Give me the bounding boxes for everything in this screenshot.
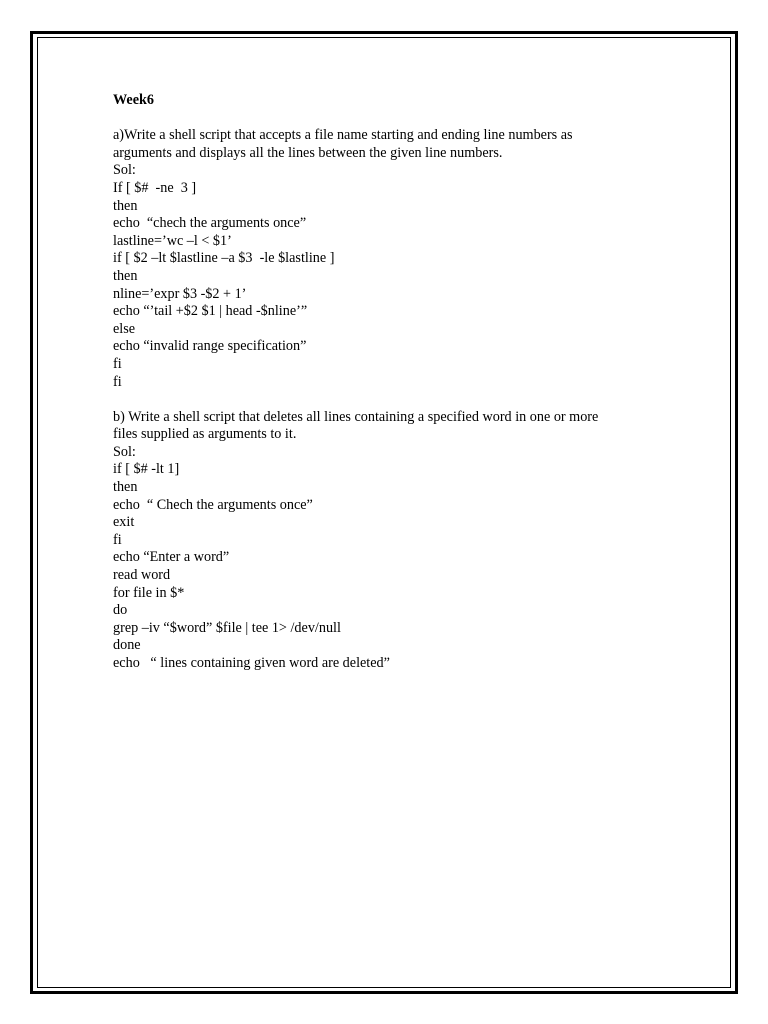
code-line: if [ $# -lt 1] xyxy=(113,461,180,478)
question-b xyxy=(113,409,673,673)
paragraph-gap xyxy=(113,391,673,409)
question-b-prompt-line: b) Write a shell script that deletes all lines containing a specified word in one or more xyxy=(113,408,599,425)
code-line: lastline=’wc –l < $1’ xyxy=(113,232,232,249)
code-line: fi xyxy=(113,355,122,372)
code-line: echo “Enter a word” xyxy=(113,549,230,566)
code-line: fi xyxy=(113,373,122,390)
question-a-prompt-line: a)Write a shell script that accepts a file name starting and ending line numbers as xyxy=(113,127,573,144)
code-line: then xyxy=(113,267,138,284)
question-a-prompt-line: arguments and displays all the lines between the given line numbers. xyxy=(113,144,503,161)
code-line: if [ $2 –lt $lastline –a $3 -le $lastline ] xyxy=(113,250,335,267)
code-line: Sol: xyxy=(113,162,136,179)
code-line: fi xyxy=(113,531,122,548)
code-line: Sol: xyxy=(113,443,136,460)
code-line: echo “ lines containing given word are deleted” xyxy=(113,655,390,671)
code-line: echo “invalid range specification” xyxy=(113,338,307,355)
code-line: then xyxy=(113,197,138,214)
code-line: do xyxy=(113,602,128,619)
code-line: then xyxy=(113,479,138,496)
code-line: echo “ Chech the arguments once” xyxy=(113,496,313,513)
code-line: read word xyxy=(113,567,171,584)
code-line: for file in $* xyxy=(113,584,185,601)
code-line: exit xyxy=(113,514,135,531)
question-a xyxy=(113,127,673,391)
page-title: Week6 xyxy=(113,92,154,108)
code-line: else xyxy=(113,320,136,337)
code-line: If [ $# -ne 3 ] xyxy=(113,179,197,196)
document-body xyxy=(113,92,673,673)
code-line: grep –iv “$word” $file | tee 1> /dev/null xyxy=(113,619,341,636)
code-line: nline=’expr $3 -$2 + 1’ xyxy=(113,285,247,302)
question-b-prompt-line: files supplied as arguments to it. xyxy=(113,426,297,443)
code-line: done xyxy=(113,637,141,654)
code-line: echo “chech the arguments once” xyxy=(113,215,307,232)
code-line: echo “’tail +$2 $1 | head -$nline’” xyxy=(113,303,308,320)
